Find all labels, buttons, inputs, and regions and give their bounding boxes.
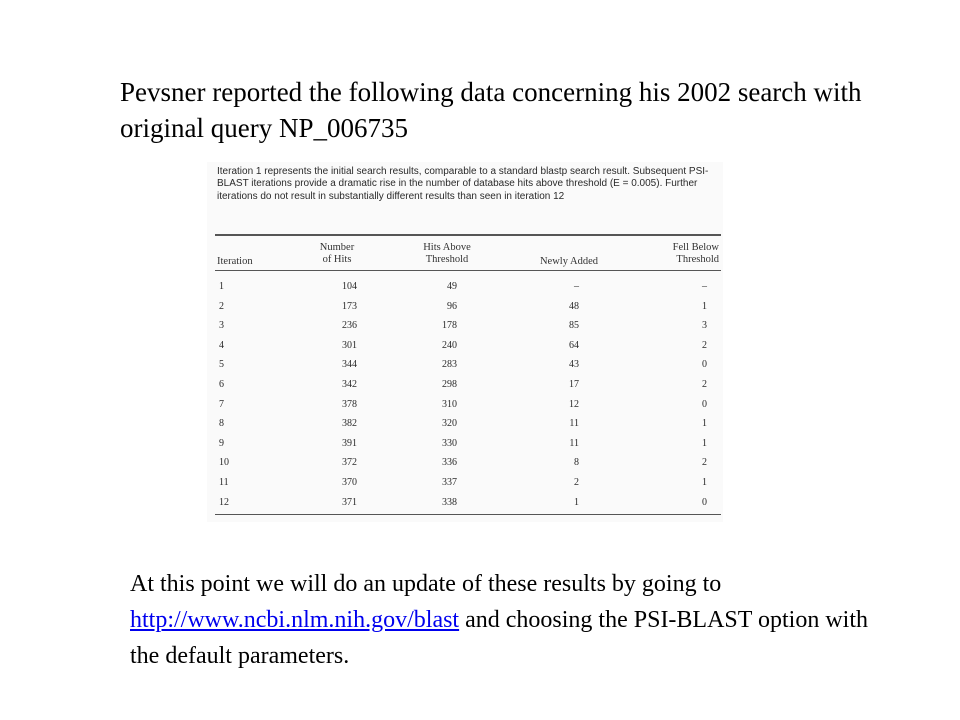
table-row [207, 496, 723, 516]
cell-number-of-hits: 344 [342, 359, 357, 371]
table-caption: Iteration 1 represents the initial search results, comparable to a standard blastp search result. Subsequent PSI-BLAST iterations provide a dramatic rise in the number of database hits above threshold (E = 0.005). Further iterations do not result in substantially different results than seen in iteration 12 [217, 166, 709, 202]
cell-iteration: 10 [219, 457, 229, 469]
cell-hits-above-threshold: 49 [447, 281, 457, 292]
cell-newly-added: 17 [569, 378, 579, 390]
cell-number-of-hits: 104 [342, 281, 357, 292]
cell-number-of-hits: 382 [342, 418, 357, 430]
cell-hits-above-threshold: 283 [442, 359, 457, 371]
cell-iteration: 5 [219, 359, 224, 371]
cell-iteration: 12 [219, 496, 229, 508]
table-row [207, 437, 723, 457]
cell-hits-above-threshold: 96 [447, 300, 457, 312]
cell-hits-above-threshold: 338 [442, 496, 457, 508]
slide-title: Pevsner reported the following data concerning his 2002 search with original query NP_006735 [120, 77, 862, 143]
table-header-rule [215, 270, 721, 271]
cell-fell-below-threshold: 3 [702, 320, 707, 332]
cell-number-of-hits: 173 [342, 300, 357, 312]
table-row [207, 476, 723, 496]
cell-hits-above-threshold: 320 [442, 418, 457, 430]
cell-iteration: 9 [219, 437, 224, 449]
table-bottom-rule [215, 514, 721, 515]
cell-number-of-hits: 391 [342, 437, 357, 449]
instructions-text-before: At this point we will do an update of these results by going to [130, 571, 722, 597]
cell-fell-below-threshold: 0 [702, 398, 707, 410]
cell-number-of-hits: 301 [342, 339, 357, 351]
cell-iteration: 8 [219, 418, 224, 430]
cell-newly-added: 43 [569, 359, 579, 371]
table-row [207, 339, 723, 359]
cell-fell-below-threshold: 1 [702, 476, 707, 488]
cell-number-of-hits: 378 [342, 398, 357, 410]
table-top-rule [215, 234, 721, 236]
table-row [207, 300, 723, 320]
cell-newly-added: 2 [574, 476, 579, 488]
update-instructions [130, 566, 890, 674]
cell-fell-below-threshold: 1 [702, 418, 707, 430]
instructions-text-after: and choosing the PSI-BLAST option with the default parameters. [130, 607, 868, 669]
cell-newly-added: 85 [569, 320, 579, 332]
cell-fell-below-threshold: 2 [702, 378, 707, 390]
table-row [207, 378, 723, 398]
cell-newly-added: 11 [569, 437, 579, 449]
cell-fell-below-threshold: 1 [702, 300, 707, 312]
header-number-of-hits: Number of Hits [319, 242, 355, 265]
table-row [207, 319, 723, 339]
cell-hits-above-threshold: 298 [442, 378, 457, 390]
cell-newly-added: 8 [574, 457, 579, 469]
cell-fell-below-threshold: 0 [702, 496, 707, 508]
cell-newly-added: 1 [574, 496, 579, 508]
table-row [207, 456, 723, 476]
cell-fell-below-threshold: 0 [702, 359, 707, 371]
cell-hits-above-threshold: 336 [442, 457, 457, 469]
table-body [207, 280, 723, 515]
cell-iteration: 7 [219, 398, 224, 410]
table-row [207, 280, 723, 300]
header-hits-above-threshold: Hits Above Threshold [423, 242, 471, 265]
cell-iteration: 1 [219, 281, 224, 292]
cell-newly-added: – [574, 281, 579, 292]
table-row [207, 417, 723, 437]
header-iteration: Iteration [217, 256, 253, 267]
cell-iteration: 11 [219, 476, 229, 488]
cell-iteration: 3 [219, 320, 224, 332]
table-row [207, 358, 723, 378]
header-fell-below-threshold: Fell Below Threshold [672, 242, 719, 265]
cell-fell-below-threshold: 2 [702, 339, 707, 351]
ncbi-blast-link[interactable]: http://www.ncbi.nlm.nih.gov/blast [130, 607, 460, 633]
cell-fell-below-threshold: 1 [702, 437, 707, 449]
cell-iteration: 2 [219, 300, 224, 312]
cell-iteration: 6 [219, 378, 224, 390]
cell-number-of-hits: 342 [342, 378, 357, 390]
cell-newly-added: 48 [569, 300, 579, 312]
cell-number-of-hits: 236 [342, 320, 357, 332]
cell-number-of-hits: 370 [342, 476, 357, 488]
cell-iteration: 4 [219, 339, 224, 351]
cell-hits-above-threshold: 337 [442, 476, 457, 488]
cell-number-of-hits: 371 [342, 496, 357, 508]
cell-hits-above-threshold: 330 [442, 437, 457, 449]
cell-newly-added: 12 [569, 398, 579, 410]
cell-number-of-hits: 372 [342, 457, 357, 469]
cell-hits-above-threshold: 240 [442, 339, 457, 351]
cell-hits-above-threshold: 310 [442, 398, 457, 410]
cell-newly-added: 64 [569, 339, 579, 351]
results-table-figure [207, 162, 723, 522]
cell-fell-below-threshold: 2 [702, 457, 707, 469]
cell-newly-added: 11 [569, 418, 579, 430]
table-row [207, 398, 723, 418]
header-newly-added: Newly Added [539, 256, 599, 267]
cell-hits-above-threshold: 178 [442, 320, 457, 332]
cell-fell-below-threshold: – [702, 281, 707, 292]
